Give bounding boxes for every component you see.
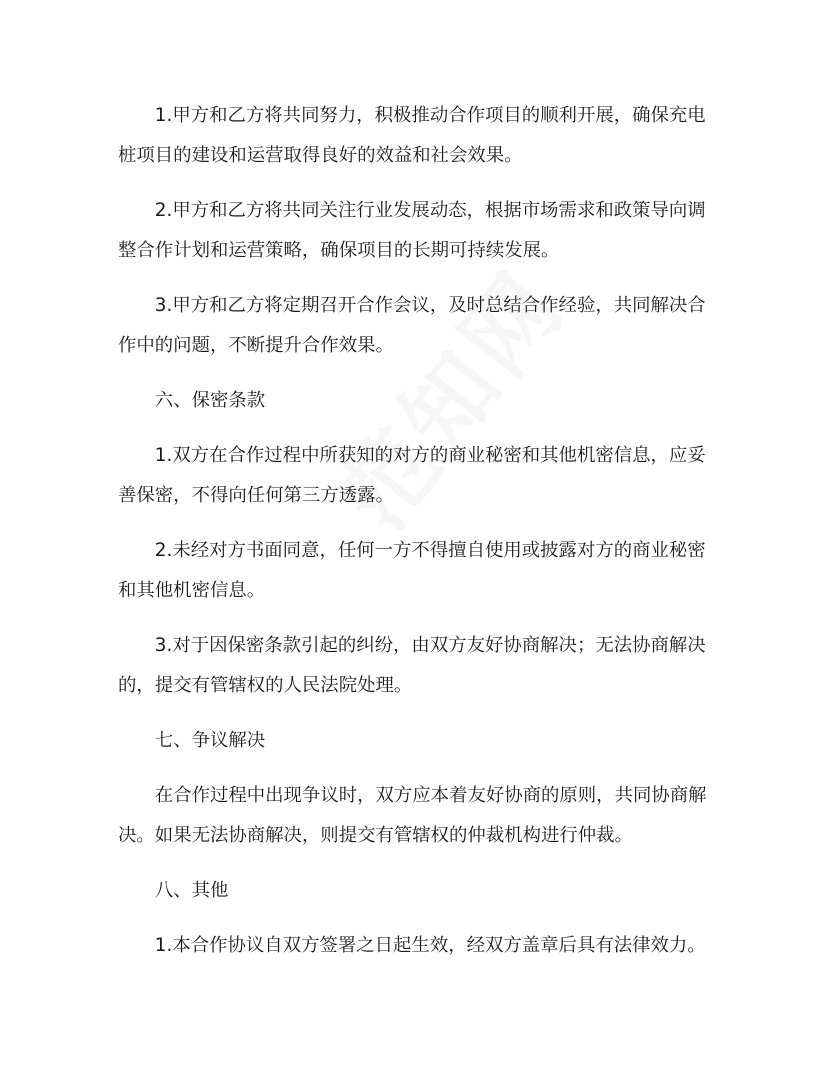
paragraph-no-disclosure: 2.未经对方书面同意，任何一方不得擅自使用或披露对方的商业秘密和其他机密信息。: [118, 540, 706, 601]
paragraph-confidential-info: 1.双方在合作过程中所获知的对方的商业秘密和其他机密信息，应妥善保密，不得向任何第三方透露。: [118, 445, 706, 506]
paragraph-cooperation-effort: 1.甲方和乙方将共同努力，积极推动合作项目的顺利开展，确保充电桩项目的建设和运营取得良好的效益和社会效果。: [118, 105, 706, 166]
section-heading-dispute-resolution: 七、争议解决: [154, 730, 266, 751]
paragraph-dispute-arbitration: 在合作过程中出现争议时，双方应本着友好协商的原则，共同协商解决。如果无法协商解决，则提交有管辖权的仲裁机构进行仲裁。: [118, 785, 707, 846]
section-heading-confidentiality: 六、保密条款: [154, 390, 266, 411]
document-body: [118, 96, 718, 966]
paragraph-effective-date: 1.本合作协议自双方签署之日起生效，经双方盖章后具有法律效力。: [154, 935, 706, 956]
paragraph-confidentiality-disputes: 3.对于因保密条款引起的纠纷，由双方友好协商解决；无法协商解决的，提交有管辖权的人民法院处理。: [118, 635, 706, 696]
paragraph-industry-trends: 2.甲方和乙方将共同关注行业发展动态，根据市场需求和政策导向调整合作计划和运营策略，确保项目的长期可持续发展。: [118, 200, 706, 261]
section-heading-other: 八、其他: [154, 880, 229, 901]
paragraph-regular-meetings: 3.甲方和乙方将定期召开合作会议，及时总结合作经验，共同解决合作中的问题，不断提升合作效果。: [118, 295, 706, 356]
